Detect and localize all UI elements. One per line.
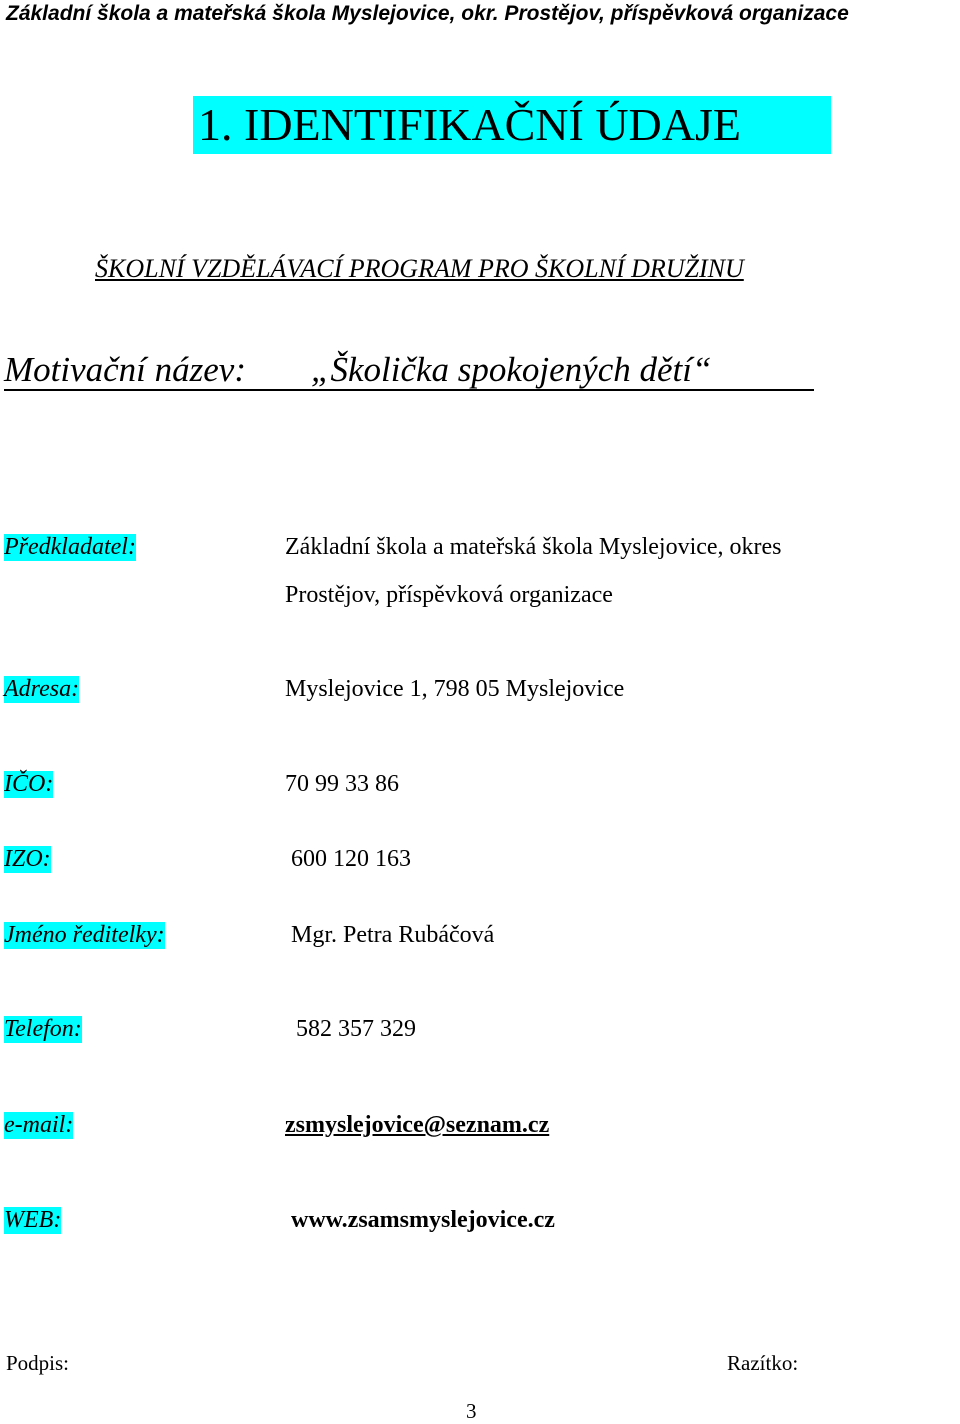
ico-value: 70 99 33 86 [285,771,399,797]
email-link[interactable]: zsmyslejovice@seznam.cz [285,1112,550,1138]
adresa-label: Adresa: [4,676,80,702]
izo-label: IZO: [4,846,51,872]
web-value: www.zsamsmyslejovice.cz [291,1207,555,1233]
adresa-value: Myslejovice 1, 798 05 Myslejovice [285,676,625,702]
telefon-value: 582 357 329 [296,1016,416,1042]
page-number: 3 [466,1399,477,1423]
web-label: WEB: [4,1207,62,1233]
telefon-label: Telefon: [4,1016,82,1042]
ico-label: IČO: [4,771,54,797]
reditelka-label: Jméno ředitelky: [4,922,165,948]
email-label: e-mail: [4,1112,74,1138]
izo-value: 600 120 163 [291,846,411,872]
predkladatel-value-line2: Prostějov, příspěvková organizace [285,582,613,608]
predkladatel-value-line1: Základní škola a mateřská škola Myslejovice, okres [285,534,782,560]
document-header: Základní škola a mateřská škola Myslejovice, okr. Prostějov, příspěvková organizace [6,2,849,25]
signature-label: Podpis: [6,1351,70,1375]
motto-label: Motivační název: [4,350,246,389]
reditelka-value: Mgr. Petra Rubáčová [291,922,495,948]
program-title: ŠKOLNÍ VZDĚLÁVACÍ PROGRAM PRO ŠKOLNÍ DRUŽINU [95,254,744,283]
stamp-label: Razítko: [727,1351,799,1375]
motto-value: „Školička spokojených dětí“ [311,350,712,389]
predkladatel-label: Předkladatel: [4,534,136,560]
section-title: 1. IDENTIFIKAČNÍ ÚDAJE [198,99,741,150]
